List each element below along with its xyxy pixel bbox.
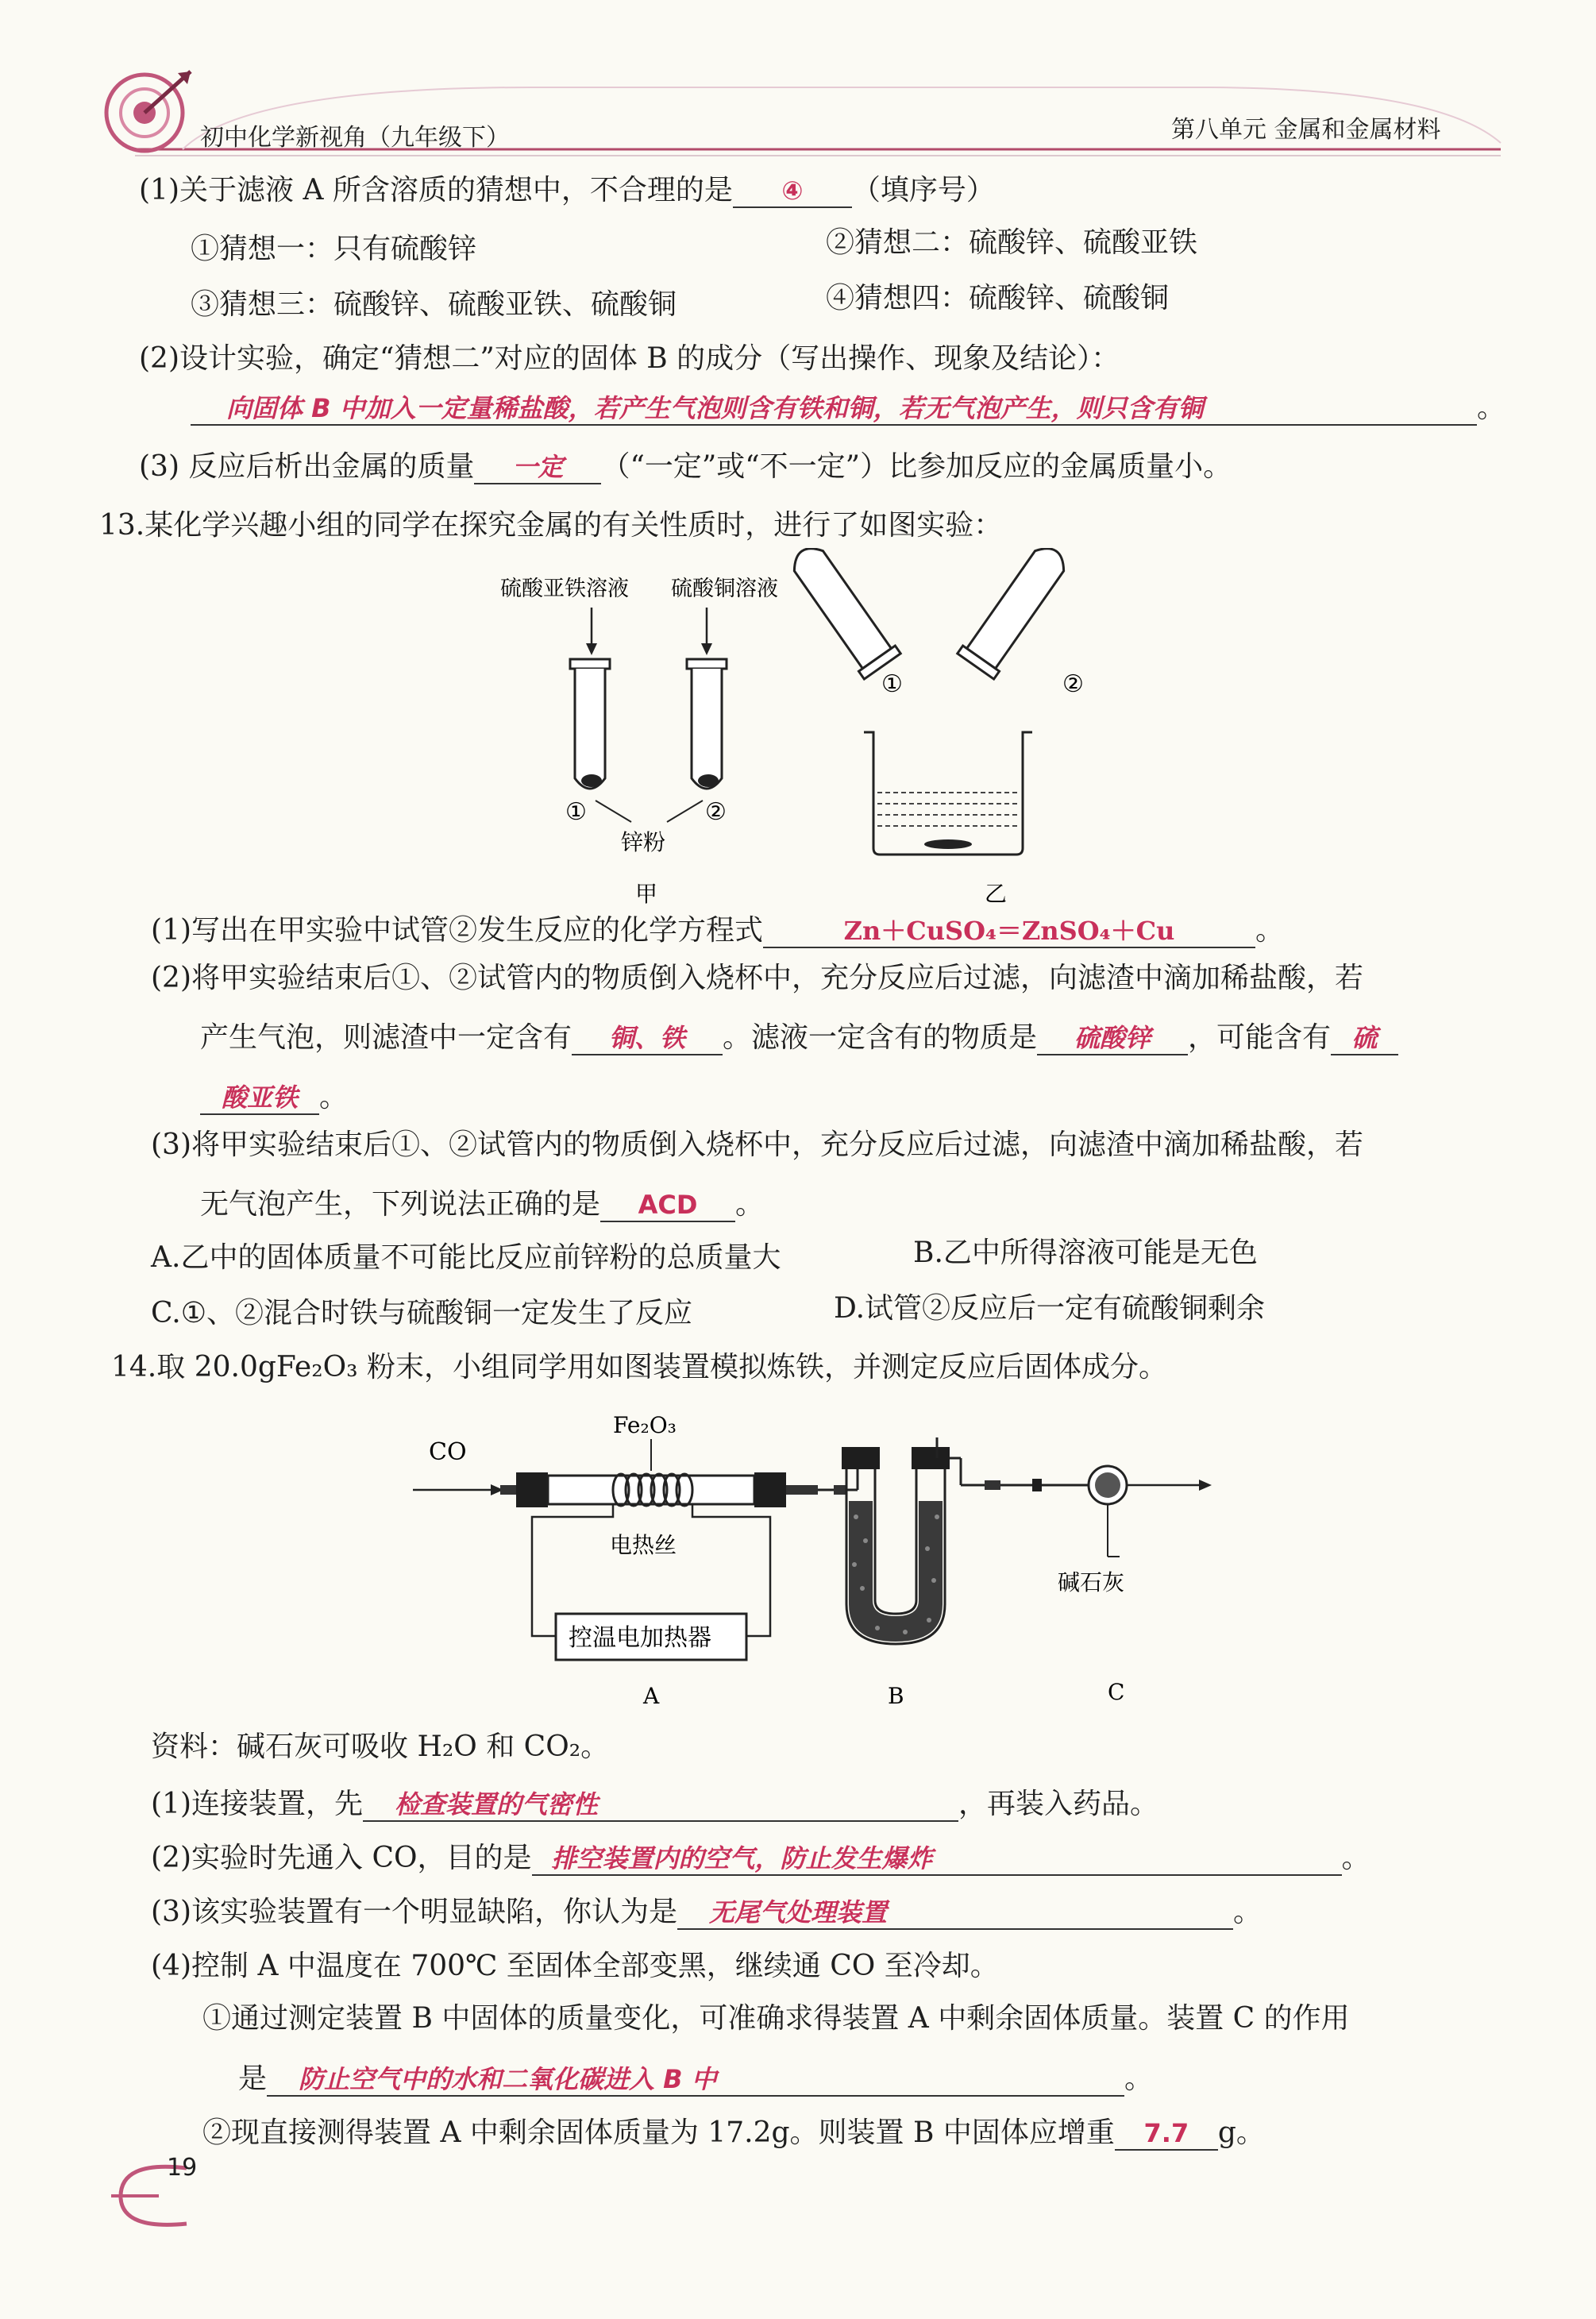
q14-part4-sub1-line2: 是 防止空气中的水和二氧化碳进入 B 中 。: [238, 2062, 1154, 2095]
q14-part4-sub2: ②现直接测得装置 A 中剩余固体质量为 17.2g。则装置 B 中固体应增重 7.7 g。: [202, 2116, 1265, 2149]
q13-part2-answer3b-blank: 酸亚铁: [200, 1082, 319, 1115]
q13-part2-answer2-blank: 硫酸锌: [1037, 1022, 1188, 1055]
q13-part2-line2: 产生气泡，则滤渣中一定含有 铜、铁 。滤液一定含有的物质是 硫酸锌 ，可能含有 硫: [200, 1021, 1398, 1055]
q12-option-4: ④猜想四：硫酸锌、硫酸铜: [826, 282, 1170, 314]
q13-option-c: C.①、②混合时铁与硫酸铜一定发生了反应: [151, 1297, 692, 1329]
heater-wire-label: 电热丝: [610, 1532, 677, 1558]
beaker: [864, 732, 1032, 855]
q14-apparatus-figure: [413, 1406, 1286, 1715]
apparatus-a-label: A: [643, 1683, 660, 1709]
apparatus-b-label: B: [888, 1683, 904, 1709]
q12-part3-answer-blank: 一定: [474, 451, 601, 484]
q13-option-a: A.乙中的固体质量不可能比反应前锌粉的总质量大: [151, 1241, 781, 1274]
q13-part2-answer3a-blank: 硫: [1331, 1022, 1398, 1055]
q14-note: 资料：碱石灰可吸收 H₂O 和 CO₂。: [151, 1731, 610, 1763]
q12-part2-answer-line: 向固体 B 中加入一定量稀盐酸，若产生气泡则含有铁和铜，若无气泡产生，则只含有铜 。: [191, 391, 1505, 426]
q13-part3-line1: (3)将甲实验结束后①、②试管内的物质倒入烧杯中，充分反应后过滤，向滤渣中滴加稀盐酸，若: [151, 1129, 1363, 1161]
q14-part3-answer-blank: 无尾气处理装置: [677, 1896, 1233, 1930]
tilted-tube-2: [958, 548, 1074, 679]
q12-part2-answer-blank: 向固体 B 中加入一定量稀盐酸，若产生气泡则含有铁和铜，若无气泡产生，则只含有铜: [191, 392, 1477, 426]
q12-option-1: ①猜想一：只有硫酸锌: [191, 233, 477, 265]
page-number: 19: [167, 2154, 198, 2182]
q14-part1-answer-blank: 检查装置的气密性: [363, 1788, 958, 1822]
q13-option-d: D.试管②反应后一定有硫酸铜剩余: [834, 1292, 1266, 1325]
q14-part2: (2)实验时先通入 CO，目的是 排空装置内的空气，防止发生爆炸 。: [151, 1842, 1370, 1874]
q12-part3: (3) 反应后析出金属的质量 一定 （“一定”或“不一定”）比参加反应的金属质量小。: [139, 450, 1232, 483]
soda-lime-label: 碱石灰: [1058, 1569, 1125, 1596]
q14-part1: (1)连接装置，先 检查装置的气密性 ，再装入药品。: [151, 1788, 1159, 1820]
controller-label: 控温电加热器: [569, 1624, 711, 1652]
co-label: CO: [429, 1438, 467, 1466]
caption-yi: 乙: [985, 881, 1008, 907]
q12-option-2: ②猜想二：硫酸锌、硫酸亚铁: [826, 226, 1198, 259]
reaction-tube-a: [500, 1412, 818, 1660]
tube-1-label: ①: [565, 798, 587, 826]
target-logo-icon: [95, 64, 199, 159]
q14-stem: 14.取 20.0gFe₂O₃ 粉末，小组同学用如图装置模拟炼铁，并测定反应后固体成分。: [111, 1351, 1168, 1383]
q13-part1: (1)写出在甲实验中试管②发生反应的化学方程式 Zn＋CuSO₄＝ZnSO₄＋Cu 。: [151, 914, 1285, 947]
label-cuso4-solution: 硫酸铜溶液: [671, 577, 778, 601]
tube-2-label: ②: [705, 798, 727, 826]
caption-jia: 甲: [635, 881, 658, 907]
q13-option-b: B.乙中所得溶液可能是无色: [913, 1237, 1258, 1269]
q14-part3: (3)该实验装置有一个明显缺陷，你认为是 无尾气处理装置 。: [151, 1896, 1263, 1928]
q13-part2-line1: (2)将甲实验结束后①、②试管内的物质倒入烧杯中，充分反应后过滤，向滤渣中滴加稀盐酸，若: [151, 962, 1363, 994]
tilted-tube-2-label: ②: [1062, 670, 1084, 698]
tilted-tube-1: [784, 548, 900, 679]
q12-part1: (1)关于滤液 A 所含溶质的猜想中，不合理的是 ④ （填序号）: [139, 174, 995, 206]
zinc-powder-label: 锌粉: [621, 829, 666, 855]
tilted-tube-1-label: ①: [881, 670, 903, 698]
q13-part2-answer1-blank: 铜、铁: [572, 1022, 723, 1055]
q12-option-3: ③猜想三：硫酸锌、硫酸亚铁、硫酸铜: [191, 288, 677, 321]
unit-title: 第八单元 金属和金属材料: [1171, 116, 1441, 144]
q13-stem: 13.某化学兴趣小组的同学在探究金属的有关性质时，进行了如图实验：: [99, 509, 1003, 542]
q12-part2: (2)设计实验，确定“猜想二”对应的固体 B 的成分（写出操作、现象及结论）：: [139, 342, 1120, 375]
q14-part4-sub1-answer-blank: 防止空气中的水和二氧化碳进入 B 中: [267, 2063, 1124, 2097]
q13-part3-answer-blank: ACD: [600, 1189, 735, 1222]
q13-part3-line2: 无气泡产生，下列说法正确的是 ACD 。: [200, 1188, 765, 1221]
q14-part2-answer-blank: 排空装置内的空气，防止发生爆炸: [532, 1842, 1342, 1876]
test-tube-1: [570, 659, 610, 789]
q13-part1-answer-blank: Zn＋CuSO₄＝ZnSO₄＋Cu: [763, 915, 1255, 948]
label-feso4-solution: 硫酸亚铁溶液: [500, 577, 629, 601]
q13-part2-line3: 酸亚铁 。: [200, 1080, 348, 1115]
q14-part4: (4)控制 A 中温度在 700℃ 至固体全部变黑，继续通 CO 至冷却。: [151, 1950, 999, 1982]
test-tube-2: [687, 659, 727, 789]
q13-figure: [476, 548, 1128, 913]
book-title: 初中化学新视角（九年级下）: [200, 124, 510, 152]
fe2o3-label: Fe₂O₃: [613, 1412, 677, 1438]
drying-tube-c: [1016, 1466, 1212, 1557]
q12-part1-answer-blank: ④: [733, 175, 852, 208]
apparatus-c-label: C: [1108, 1679, 1125, 1705]
q14-part4-sub1-line1: ①通过测定装置 B 中固体的质量变化，可准确求得装置 A 中剩余固体质量。装置 C 的作用: [202, 2002, 1350, 2035]
q14-part4-sub2-answer-blank: 7.7: [1115, 2117, 1218, 2151]
